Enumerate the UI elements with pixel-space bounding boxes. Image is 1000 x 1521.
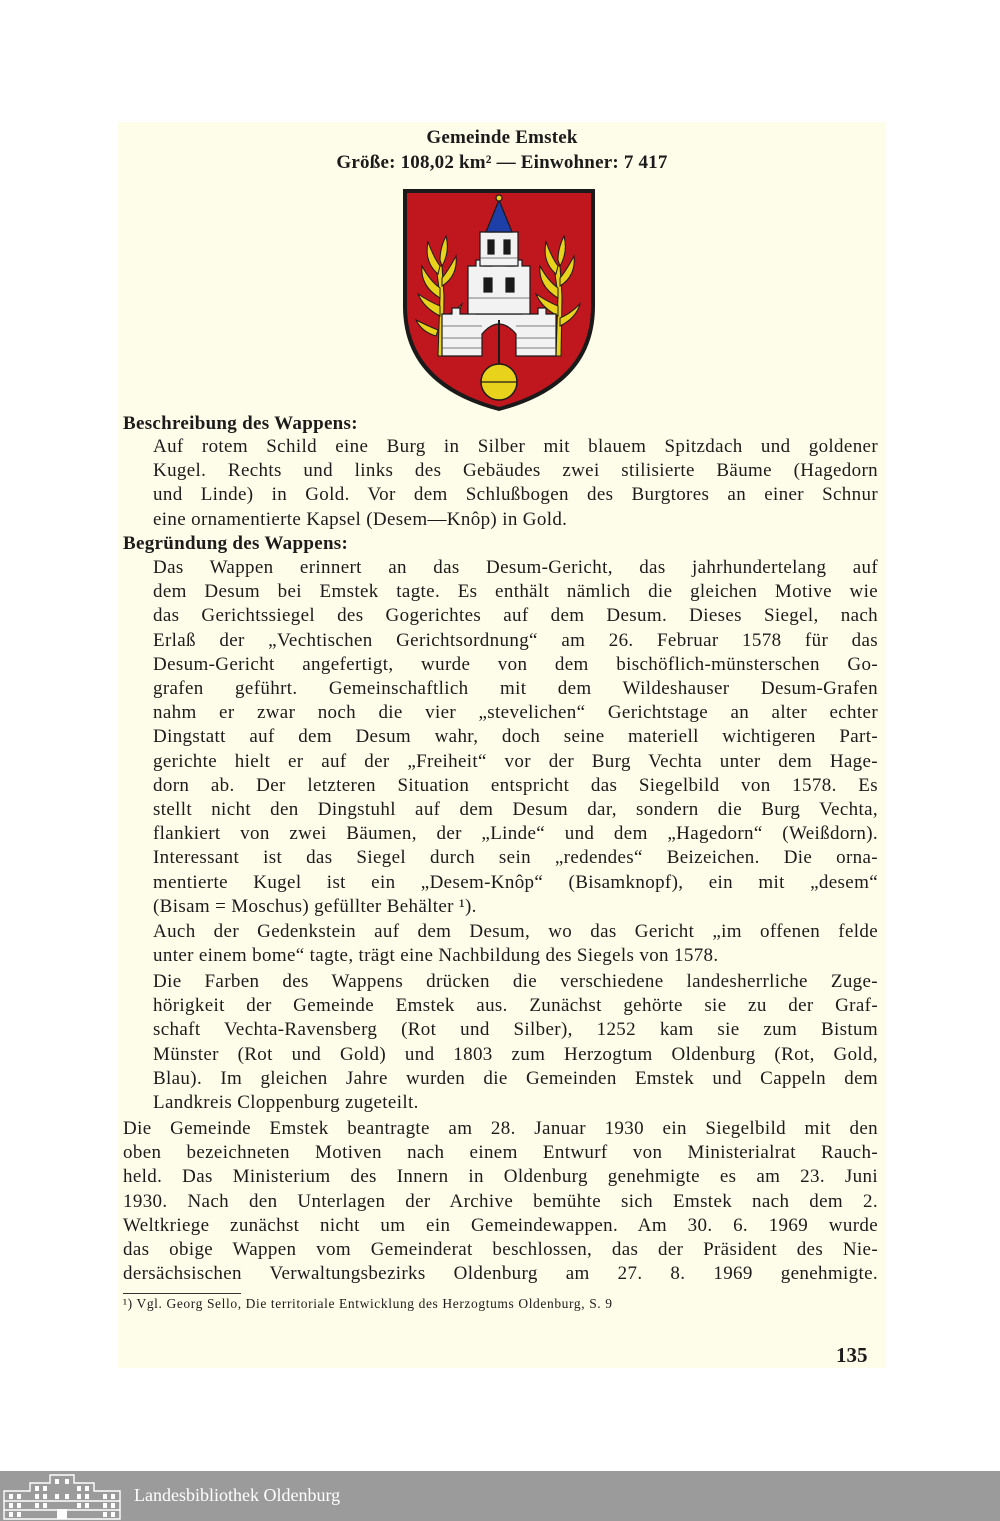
reason-line: Dingstatt auf dem Desum wahr, doch seine materiell wichtigeren Part- (153, 726, 878, 748)
municipality-stats: Größe: 108,02 km² — Einwohner: 7 417 (336, 152, 668, 173)
reason-line: Auch der Gedenkstein auf dem Desum, wo das Gericht „im offenen felde (153, 921, 878, 942)
reason-line: Blau). Im gleichen Jahre wurden die Gemeinden Emstek und Cappeln dem (153, 1067, 878, 1089)
history-line: 1930. Nach den Unterlagen der Archive bemühte sich Emstek nach dem 2. (123, 1190, 878, 1212)
page-header (118, 125, 886, 175)
reason-line: mentierte Kugel ist ein „Desem-Knôp“ (Bisamknopf), ein mit „desem“ (153, 871, 878, 893)
description-line: eine ornamentierte Kapsel (Desem—Knôp) in Gold. (153, 508, 568, 530)
footnote: ¹) Vgl. Georg Sello, Die territoriale Entwicklung des Herzogtums Oldenburg, S. 9 (123, 1296, 613, 1311)
reason-line: nahm er zwar noch die vier „stevelichen“ Gerichtstage an alter echter (153, 702, 878, 724)
reason-line: Desum-Gericht angefertigt, wurde von dem bischöflich-münsterschen Go- (153, 653, 878, 675)
reason-line: Die Farben des Wappens drücken die verschiedene landesherrliche Zuge- (153, 971, 878, 992)
reason-line: dem Desum bei Emstek tagte. Es enthält nämlich die gleichen Motive wie (153, 581, 878, 603)
footnote-divider (123, 1293, 241, 1294)
description-line: Auf rotem Schild eine Burg in Silber mit blauem Spitzdach und goldener (153, 436, 878, 457)
library-building-icon (0, 1471, 124, 1521)
reason-paragraph-3 (153, 970, 878, 1115)
reason-line: gerichte hielt er auf der „Freiheit“ vor der Burg Vechta unter dem Hage- (153, 750, 878, 772)
castle-top-tower (480, 232, 518, 266)
reason-paragraph-2 (153, 920, 878, 968)
reason-line: dorn ab. Der letzteren Situation entspricht das Siegelbild von 1578. Es (153, 774, 878, 796)
municipality-title: Gemeinde Emstek (426, 127, 578, 148)
footer-bar (0, 1471, 1000, 1521)
history-line: held. Das Ministerium des Innern in Oldenburg genehmigte es am 23. Juni (123, 1166, 878, 1188)
reason-line: (Bisam = Moschus) gefüllter Behälter ¹). (153, 895, 477, 917)
description-body (153, 435, 878, 532)
reason-line: Erlaß der „Vechtischen Gerichtsordnung“ am 26. Februar 1578 für das (153, 629, 878, 651)
reason-line: das Gerichtssiegel des Gogerichtes auf dem Desum. Dieses Siegel, nach (153, 605, 878, 627)
page-number: 135 (836, 1343, 868, 1367)
reason-heading: Begründung des Wappens: (123, 533, 349, 554)
reason-line: Münster (Rot und Gold) und 1803 zum Herzogtum Oldenburg (Rot, Gold, (153, 1043, 878, 1065)
reason-line: Das Wappen erinnert an das Desum-Gericht, das jahrhundertelang auf (153, 557, 878, 578)
history-line: oben bezeichneten Motiven nach einem Entwurf von Ministerialrat Rauch- (123, 1142, 878, 1164)
library-name: Landesbibliothek Oldenburg (134, 1485, 341, 1505)
history-line: Weltkriege zunächst nicht um ein Gemeindewappen. Am 30. 6. 1969 wurde (123, 1214, 878, 1236)
history-line: Die Gemeinde Emstek beantragte am 28. Januar 1930 ein Siegelbild mit den (123, 1118, 878, 1139)
reason-paragraph-1 (153, 556, 878, 919)
reason-line: schaft Vechta-Ravensberg (Rot und Silber), 1252 kam sie zum Bistum (153, 1019, 878, 1041)
reason-line: unter einem bome“ tagte, trägt eine Nachbildung des Siegels von 1578. (153, 945, 719, 967)
description-line: Kugel. Rechts und links des Gebäudes zwei stilisierte Bäume (Hagedorn (153, 460, 878, 482)
description-heading: Beschreibung des Wappens: (123, 413, 358, 434)
reason-line: flankiert von zwei Bäumen, der „Linde“ und dem „Hagedorn“ (Weißdorn). (153, 823, 878, 845)
coat-of-arms (400, 186, 598, 414)
castle-mid-tower (468, 260, 530, 314)
reason-line: stellt nicht den Dingstuhl auf dem Desum dar, sondern die Burg Vechta, (153, 799, 878, 821)
reason-line: hörigkeit der Gemeinde Emstek aus. Zunächst gehörte sie zu der Graf- (153, 995, 878, 1017)
reason-line: Landkreis Cloppenburg zugeteilt. (153, 1092, 419, 1114)
history-paragraph (123, 1117, 878, 1286)
reason-line: Interessant ist das Siegel durch sein „redendes“ Beizeichen. Die orna- (153, 847, 878, 869)
history-line: das obige Wappen vom Gemeinderat beschlossen, das der Präsident des Nie- (123, 1239, 878, 1261)
history-line: dersächsischen Verwaltungsbezirks Oldenburg am 27. 8. 1969 genehmigte. (123, 1263, 878, 1285)
reason-line: grafen geführt. Gemeinschaftlich mit dem Wildeshauser Desum-Grafen (153, 678, 878, 700)
description-line: und Linde) in Gold. Vor dem Schlußbogen des Burgtores an einer Schnur (153, 484, 878, 506)
